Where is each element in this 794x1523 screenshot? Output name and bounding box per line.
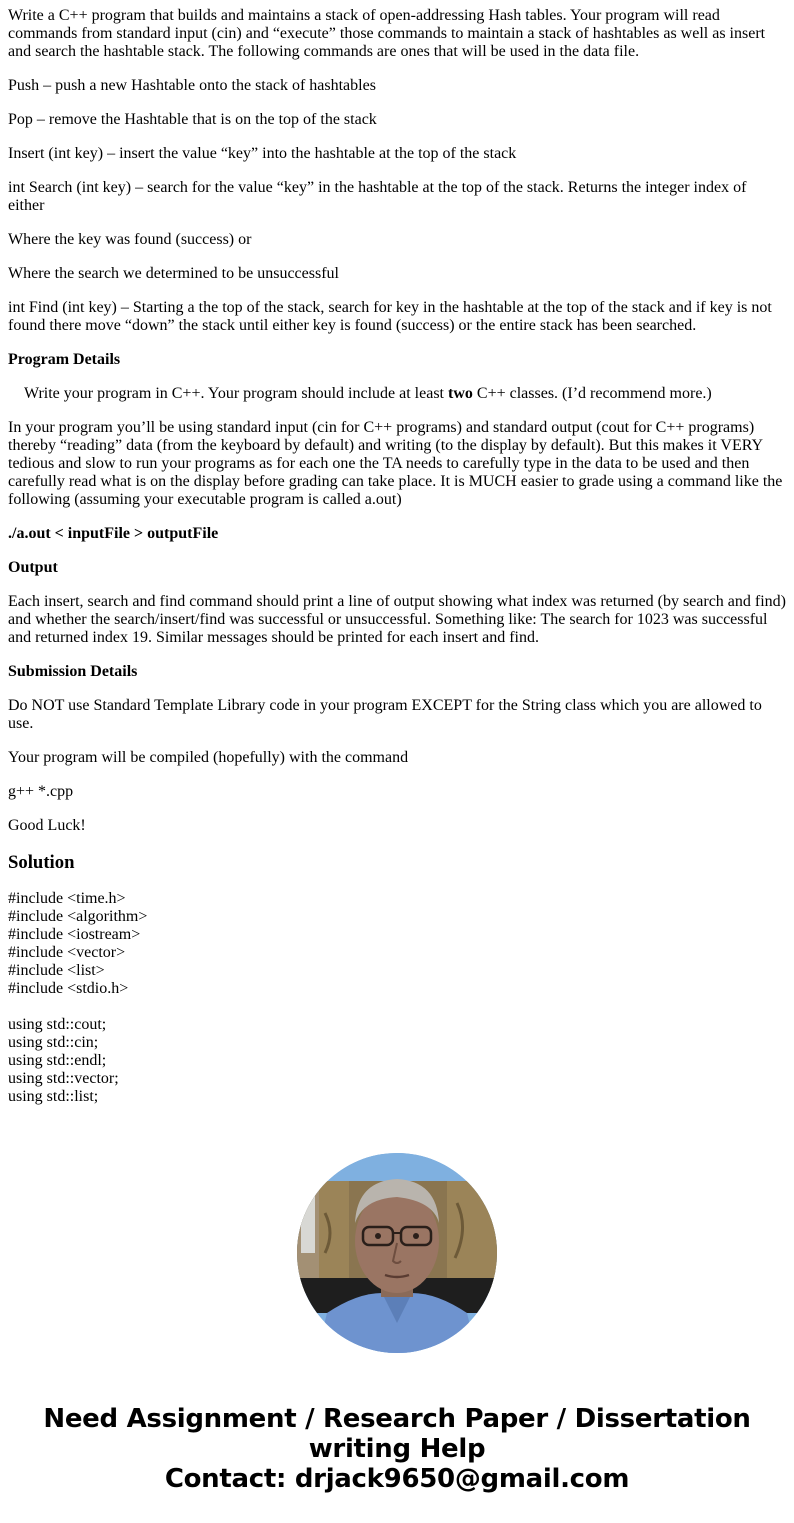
closing-text: Good Luck! [8, 817, 86, 834]
code-line: using std::cin; [8, 1034, 99, 1051]
output-heading: Output [8, 559, 58, 576]
code-line: using std::cout; [8, 1016, 107, 1033]
stl-note: Do NOT use Standard Template Library code in your program EXCEPT for the String class which you are allowed to use. [8, 697, 762, 732]
promo-line-1: Need Assignment / Research Paper / Dissertation [43, 1404, 751, 1434]
command-find: int Find (int key) – Starting a the top of the stack, search for key in the hashtable at the top of the stack and if key is not found there move “down” the stack until either key is found (success) or the entire stack has been searched. [8, 299, 772, 334]
run-command: ./a.out < inputFile > outputFile [8, 525, 219, 542]
program-details-heading: Program Details [8, 351, 121, 368]
code-line: using std::list; [8, 1088, 99, 1105]
command-pop: Pop – remove the Hashtable that is on the top of the stack [8, 111, 377, 128]
promo-contact: Contact: drjack9650@gmail.com [164, 1464, 630, 1494]
code-line: #include <list> [8, 962, 105, 979]
output-description: Each insert, search and find command should print a line of output showing what index was returned (by search and find) and whether the search/insert/find was successful or unsuccessful. Something like: The search for 1023 was successful and returned index 19. Similar messages should be printed for each insert and find. [8, 593, 787, 646]
compile-note: Your program will be compiled (hopefully) with the command [8, 749, 409, 766]
author-avatar [297, 1153, 497, 1353]
code-line [8, 998, 786, 1016]
solution-heading: Solution [8, 852, 75, 873]
problem-intro: Write a C++ program that builds and maintains a stack of open-addressing Hash tables. Your program will read commands from standard input (cin) and “execute” those commands to maintain a stack of hashtables as well as insert and search the hashtable stack. The following commands are ones that will be used in the data file. [8, 7, 766, 60]
portrait-image [297, 1153, 497, 1353]
promo-line-2: writing Help [308, 1434, 486, 1464]
solution-code [8, 890, 786, 1106]
code-line: #include <time.h> [8, 890, 126, 907]
command-search: int Search (int key) – search for the value “key” in the hashtable at the top of the stack. Returns the integer index of either [8, 179, 747, 214]
promo-banner [0, 1404, 794, 1494]
compile-command: g++ *.cpp [8, 783, 74, 800]
code-line: #include <algorithm> [8, 908, 148, 925]
io-paragraph: In your program you’ll be using standard input (cin for C++ programs) and standard output (cout for C++ programs) thereby “reading” data (from the keyboard by default) and writing (to the display by default). But this makes it VERY tedious and slow to run your programs as for each one the TA needs to carefully type in the data to be used and then carefully read what is on the display before grading can take place. It is MUCH easier to grade using a command like the following (assuming your executable program is called a.out) [8, 419, 783, 508]
code-line: #include <stdio.h> [8, 980, 129, 997]
submission-heading: Submission Details [8, 663, 138, 680]
code-line: #include <vector> [8, 944, 126, 961]
search-result-success: Where the key was found (success) or [8, 231, 252, 248]
code-line: #include <iostream> [8, 926, 141, 943]
search-result-unsuccessful: Where the search we determined to be unsuccessful [8, 265, 339, 282]
bold-emphasis: two [448, 385, 473, 402]
command-insert: Insert (int key) – insert the value “key” into the hashtable at the top of the stack [8, 145, 517, 162]
classes-requirement: Write your program in C++. Your program should include at least two C++ classes. (I’d recommend more.) [24, 385, 712, 402]
code-line: using std::vector; [8, 1070, 119, 1087]
code-line: using std::endl; [8, 1052, 107, 1069]
command-push: Push – push a new Hashtable onto the stack of hashtables [8, 77, 376, 94]
